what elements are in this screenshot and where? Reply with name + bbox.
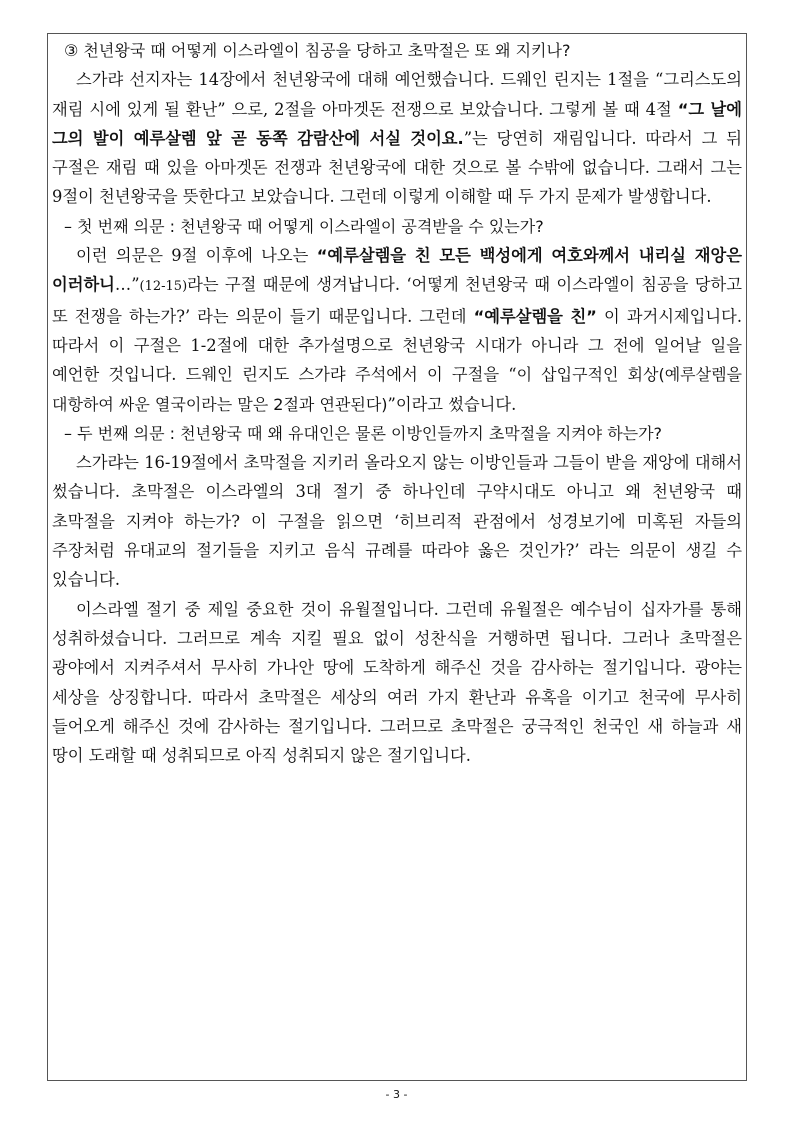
paragraph-4: 이스라엘 절기 중 제일 중요한 것이 유월절입니다. 그런데 유월절은 예수님이 십자가를 통해 성취하셨습니다. 그러므로 계속 지킬 필요 없이 성찬식을 거행하면 됩니다. 그러나 초막절은 광야에서 지켜주셔서 무사히 가나안 땅에 도착하게 해주신 것을 감사하는 절기입니다. 광야는 세상을 상징합니다. 따라서 초막절은 세상의 여러 가지 환난과 유혹을 이기고 천국에 무사히 들어오게 해주신 것에 감사하는 절기입니다. 그러므로 초막절은 궁극적인 천국인 새 하늘과 새 땅이 도래할 때 성취되므로 아직 성취되지 않은 절기입니다.	[52, 599, 742, 766]
question-1-heading: – 첫 번째 의문 : 천년왕국 때 어떻게 이스라엘이 공격받을 수 있는가?	[64, 216, 544, 236]
quote-verse-4: “그 날에 그의 발이 예루살렘 앞 곧 동쪽 감람산에 서실 것이요.	[52, 99, 742, 148]
verse-reference: (12-15)	[139, 279, 188, 295]
question-2-heading: – 두 번째 의문 : 천년왕국 때 왜 유대인은 물론 이방인들까지 초막절을 지켜야 하는가?	[64, 423, 663, 443]
frame-right-border	[746, 33, 747, 1080]
quote-verse-12: “예루살렘을 친 모든 백성에게 여호와께서 내리실 재앙은 이러하니	[52, 246, 742, 295]
frame-left-border	[47, 33, 48, 1080]
frame-top-border	[47, 33, 747, 34]
document-body	[52, 36, 742, 770]
paragraph-1: 스가랴 선지자는 14장에서 천년왕국에 대해 예언했습니다. 드웨인 린지는 1절을 “그리스도의 재림 시에 있게 될 환난” 으로, 2절을 아마겟돈 전쟁으로 보았습니다. 그렇게 볼 때 4절 “그 날에 그의 발이 예루살렘 앞 곧 동쪽 감람산에 서실 것이요.”는 당연히 재림입니다. 따라서 그 뒤 구절은 재림 때 있을 아마겟돈 전쟁과 천년왕국에 대한 것으로 볼 수밖에 없습니다. 그래서 그는 9절이 천년왕국을 뜻한다고 보았습니다. 그런데 이렇게 이해할 때 두 가지 문제가 발생합니다.	[52, 70, 742, 207]
paragraph-2: 이런 의문은 9절 이후에 나오는 “예루살렘을 친 모든 백성에게 여호와께서 내리실 재앙은 이러하니…”(12-15)라는 구절 때문에 생겨납니다. ‘어떻게 천년왕국 때 이스라엘이 침공을 당하고 또 전쟁을 하는가?’ 라는 의문이 들기 때문입니다. 그런데 “예루살렘을 친” 이 과거시제입니다. 따라서 이 구절은 1-2절에 대한 추가설명으로 천년왕국 시대가 아니라 그 전에 일어날 일을 예언한 것입니다. 드웨인 린지도 스가랴 주석에서 이 구절을 “이 삽입구적인 회상(예루살렘을 대항하여 싸운 열국이라는 말은 2절과 연관된다)”이라고 썼습니다.	[52, 246, 743, 414]
quote-past-tense: “예루살렘을 친”	[473, 306, 597, 326]
commentary-quote: 이 삽입구적인 회상(예루살렘을 대항하여 싸운 열국이라는 말은 2절과 연관된다)	[52, 365, 742, 414]
section-title: ③ 천년왕국 때 어떻게 이스라엘이 침공을 당하고 초막절은 또 왜 지키나?	[64, 41, 571, 60]
paragraph-3: 스가랴는 16-19절에서 초막절을 지키러 올라오지 않는 이방인들과 그들이 받을 재앙에 대해서 썼습니다. 초막절은 이스라엘의 3대 절기 중 하나인데 구약시대도 아니고 왜 천년왕국 때 초막절을 지켜야 하는가? 이 구절을 읽으면 ‘히브리적 관점에서 성경보기에 미혹된 자들의 주장처럼 유대교의 절기들을 지키고 음식 규례를 따라야 옳은 것인가?’ 라는 의문이 생길 수 있습니다.	[52, 453, 742, 590]
frame-bottom-border	[47, 1080, 747, 1081]
page-number: - 3 -	[385, 1088, 408, 1101]
